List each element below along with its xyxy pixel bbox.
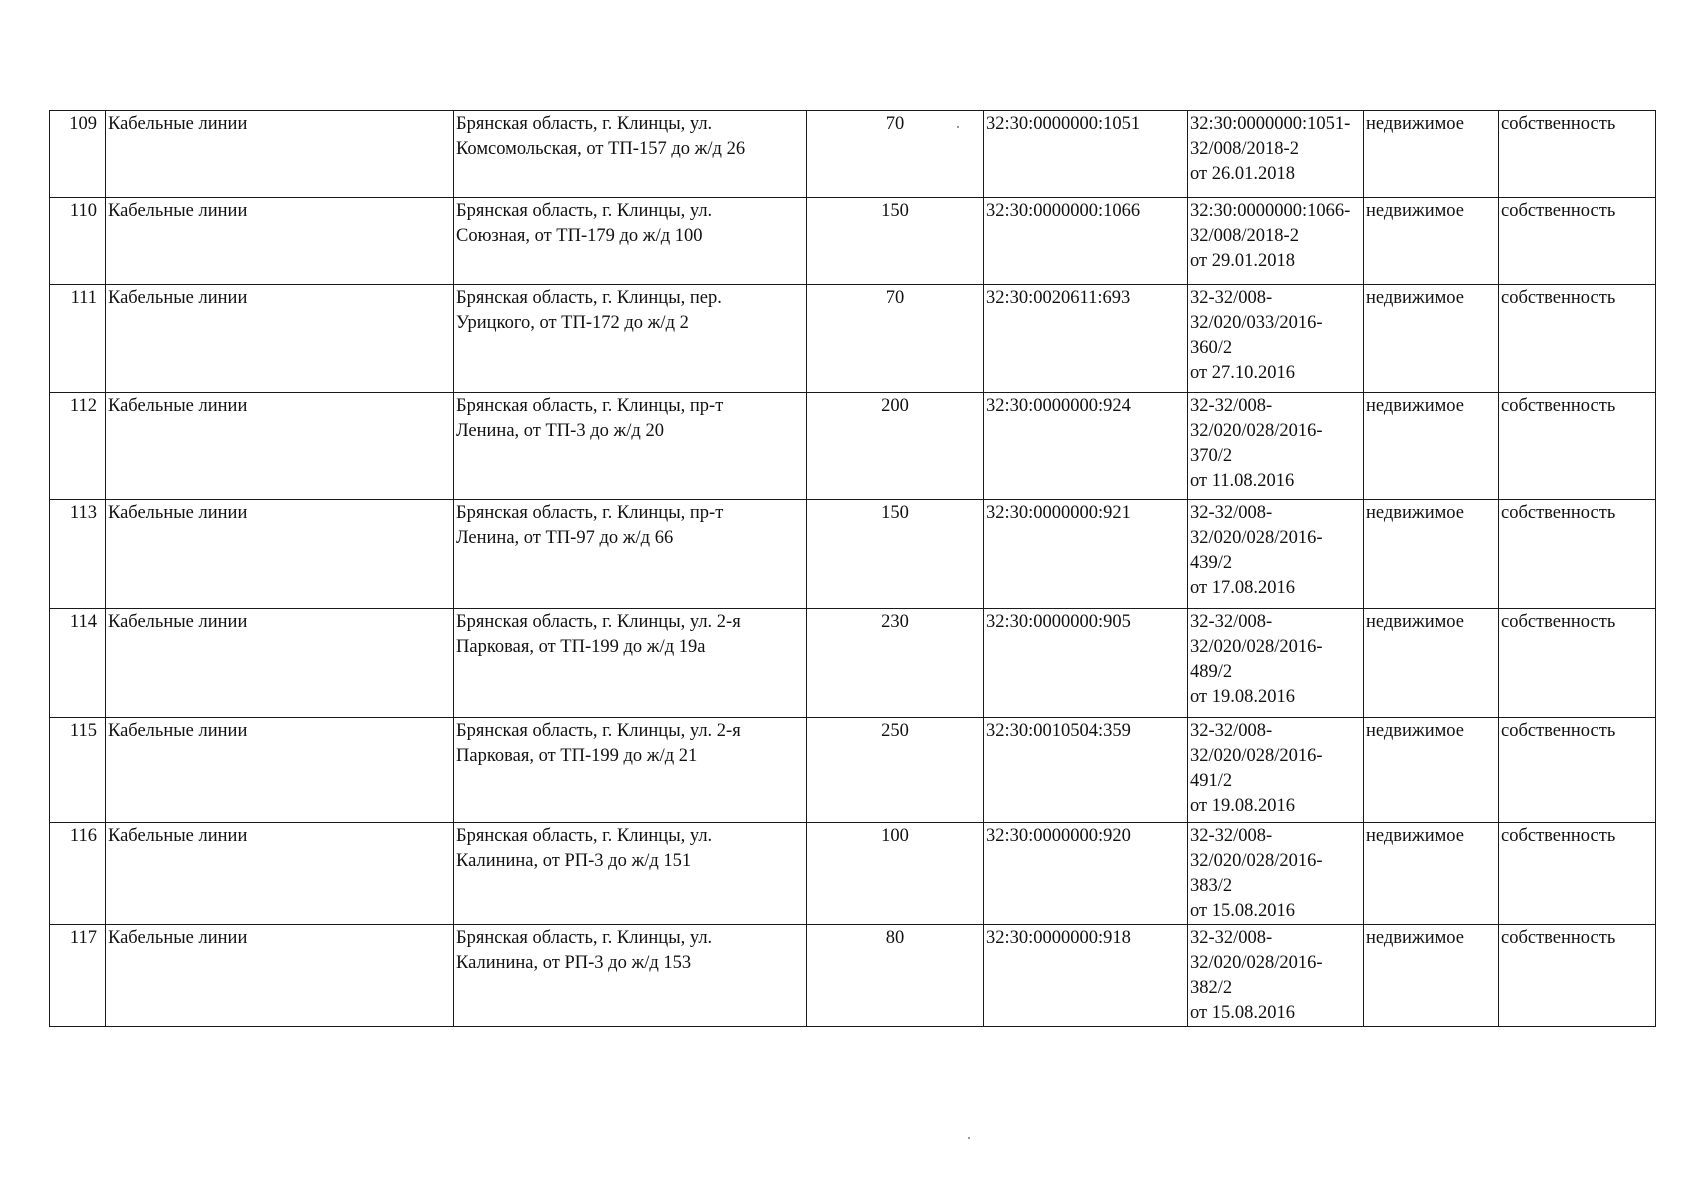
property-type-cell: недвижимое: [1364, 609, 1499, 718]
address-line: Ленина, от ТП-97 до ж/д 66: [456, 528, 674, 548]
property-type-cell: недвижимое: [1364, 285, 1499, 393]
registration-record-line: 32/020/028/2016-: [1190, 953, 1323, 973]
registration-record-line: 491/2: [1190, 771, 1233, 791]
ownership-right-cell: собственность: [1499, 393, 1656, 500]
table-row: [50, 285, 1656, 393]
address-line: Союзная, от ТП-179 до ж/д 100: [456, 226, 703, 246]
cadastral-number-cell: 32:30:0000000:924: [984, 393, 1188, 500]
registration-record-line: 360/2: [1190, 338, 1233, 358]
address-cell: [454, 500, 807, 609]
table-row: [50, 609, 1656, 718]
table-row: [50, 111, 1656, 198]
address-line: Брянская область, г. Клинцы, пр-т: [456, 396, 724, 416]
registration-record-cell: [1188, 393, 1364, 500]
length-cell: 70: [807, 111, 984, 198]
row-number-cell: 112: [50, 393, 106, 500]
cadastral-number-cell: 32:30:0000000:918: [984, 925, 1188, 1027]
address-cell: [454, 609, 807, 718]
address-line: Брянская область, г. Клинцы, ул. 2-я: [456, 721, 741, 741]
registration-record-line: от 26.01.2018: [1190, 164, 1295, 184]
registration-record-line: от 17.08.2016: [1190, 578, 1295, 598]
registration-record-line: 32/020/028/2016-: [1190, 421, 1323, 441]
cadastral-number-cell: 32:30:0000000:905: [984, 609, 1188, 718]
registration-record-line: 32-32/008-: [1190, 928, 1273, 948]
object-name-cell: Кабельные линии: [106, 925, 454, 1027]
registration-record-line: 370/2: [1190, 446, 1233, 466]
registration-record-line: 489/2: [1190, 662, 1233, 682]
registration-record-line: от 15.08.2016: [1190, 901, 1295, 921]
scan-speck: [957, 126, 959, 128]
address-line: Брянская область, г. Клинцы, пер.: [456, 288, 722, 308]
registration-record-line: 32/020/028/2016-: [1190, 637, 1323, 657]
registration-record-line: 32-32/008-: [1190, 503, 1273, 523]
ownership-right-cell: собственность: [1499, 925, 1656, 1027]
registration-record-cell: [1188, 285, 1364, 393]
cadastral-number-cell: 32:30:0000000:1051: [984, 111, 1188, 198]
object-name-cell: Кабельные линии: [106, 718, 454, 823]
address-line: Урицкого, от ТП-172 до ж/д 2: [456, 313, 689, 333]
registration-record-line: от 29.01.2018: [1190, 251, 1295, 271]
address-line: Брянская область, г. Клинцы, пр-т: [456, 503, 724, 523]
property-type-cell: недвижимое: [1364, 718, 1499, 823]
address-line: Брянская область, г. Клинцы, ул.: [456, 928, 713, 948]
length-cell: 100: [807, 823, 984, 925]
row-number-cell: 111: [50, 285, 106, 393]
registration-record-line: 32-32/008-: [1190, 396, 1273, 416]
registration-record-cell: [1188, 111, 1364, 198]
address-line: Брянская область, г. Клинцы, ул. 2-я: [456, 612, 741, 632]
registration-record-line: 32:30:0000000:1066-: [1190, 201, 1351, 221]
registration-record-line: от 11.08.2016: [1190, 471, 1295, 491]
cadastral-number-cell: 32:30:0010504:359: [984, 718, 1188, 823]
address-line: Брянская область, г. Клинцы, ул.: [456, 114, 713, 134]
property-type-cell: недвижимое: [1364, 111, 1499, 198]
address-line: Брянская область, г. Клинцы, ул.: [456, 826, 713, 846]
ownership-right-cell: собственность: [1499, 609, 1656, 718]
address-line: Парковая, от ТП-199 до ж/д 21: [456, 746, 698, 766]
scan-speck: [968, 1137, 970, 1139]
address-line: Ленина, от ТП-3 до ж/д 20: [456, 421, 664, 441]
address-line: Брянская область, г. Клинцы, ул.: [456, 201, 713, 221]
registration-record-line: 32/020/028/2016-: [1190, 851, 1323, 871]
cadastral-number-cell: 32:30:0000000:921: [984, 500, 1188, 609]
row-number-cell: 110: [50, 198, 106, 285]
registration-record-line: 32-32/008-: [1190, 721, 1273, 741]
address-cell: [454, 823, 807, 925]
registration-record-line: 383/2: [1190, 876, 1233, 896]
ownership-right-cell: собственность: [1499, 198, 1656, 285]
row-number-cell: 115: [50, 718, 106, 823]
property-type-cell: недвижимое: [1364, 500, 1499, 609]
address-cell: [454, 718, 807, 823]
length-cell: 250: [807, 718, 984, 823]
property-type-cell: недвижимое: [1364, 823, 1499, 925]
property-type-cell: недвижимое: [1364, 925, 1499, 1027]
property-type-cell: недвижимое: [1364, 198, 1499, 285]
registration-record-line: 32/020/033/2016-: [1190, 313, 1323, 333]
object-name-cell: Кабельные линии: [106, 393, 454, 500]
cadastral-number-cell: 32:30:0000000:920: [984, 823, 1188, 925]
table-row: [50, 198, 1656, 285]
ownership-right-cell: собственность: [1499, 718, 1656, 823]
registration-record-cell: [1188, 500, 1364, 609]
property-registry-table: [49, 110, 1656, 1027]
registration-record-line: 32/008/2018-2: [1190, 226, 1299, 246]
property-type-cell: недвижимое: [1364, 393, 1499, 500]
table-row: [50, 393, 1656, 500]
length-cell: 200: [807, 393, 984, 500]
address-cell: [454, 111, 807, 198]
table-row: [50, 718, 1656, 823]
object-name-cell: Кабельные линии: [106, 285, 454, 393]
object-name-cell: Кабельные линии: [106, 111, 454, 198]
length-cell: 150: [807, 198, 984, 285]
registry-body: [50, 111, 1656, 1027]
table-row: [50, 823, 1656, 925]
object-name-cell: Кабельные линии: [106, 500, 454, 609]
registration-record-cell: [1188, 925, 1364, 1027]
ownership-right-cell: собственность: [1499, 111, 1656, 198]
registration-record-line: 32:30:0000000:1051-: [1190, 114, 1351, 134]
address-line: Калинина, от РП-3 до ж/д 153: [456, 953, 692, 973]
registration-record-line: от 15.08.2016: [1190, 1003, 1295, 1023]
ownership-right-cell: собственность: [1499, 285, 1656, 393]
address-line: Парковая, от ТП-199 до ж/д 19а: [456, 637, 706, 657]
table-row: [50, 500, 1656, 609]
row-number-cell: 114: [50, 609, 106, 718]
registration-record-line: от 27.10.2016: [1190, 363, 1295, 383]
length-cell: 80: [807, 925, 984, 1027]
row-number-cell: 113: [50, 500, 106, 609]
registration-record-cell: [1188, 718, 1364, 823]
registration-record-cell: [1188, 198, 1364, 285]
registration-record-line: 32-32/008-: [1190, 288, 1273, 308]
registration-record-line: 382/2: [1190, 978, 1233, 998]
length-cell: 150: [807, 500, 984, 609]
cadastral-number-cell: 32:30:0000000:1066: [984, 198, 1188, 285]
ownership-right-cell: собственность: [1499, 500, 1656, 609]
row-number-cell: 109: [50, 111, 106, 198]
registration-record-line: 32/020/028/2016-: [1190, 528, 1323, 548]
table-row: [50, 925, 1656, 1027]
cadastral-number-cell: 32:30:0020611:693: [984, 285, 1188, 393]
registration-record-cell: [1188, 609, 1364, 718]
address-cell: [454, 198, 807, 285]
ownership-right-cell: собственность: [1499, 823, 1656, 925]
registration-record-line: от 19.08.2016: [1190, 796, 1295, 816]
registration-record-line: 439/2: [1190, 553, 1233, 573]
registration-record-cell: [1188, 823, 1364, 925]
address-line: Калинина, от РП-3 до ж/д 151: [456, 851, 692, 871]
address-cell: [454, 925, 807, 1027]
object-name-cell: Кабельные линии: [106, 609, 454, 718]
registration-record-line: 32/020/028/2016-: [1190, 746, 1323, 766]
length-cell: 230: [807, 609, 984, 718]
registration-record-line: от 19.08.2016: [1190, 687, 1295, 707]
registration-record-line: 32-32/008-: [1190, 826, 1273, 846]
object-name-cell: Кабельные линии: [106, 823, 454, 925]
row-number-cell: 116: [50, 823, 106, 925]
address-cell: [454, 285, 807, 393]
registration-record-line: 32/008/2018-2: [1190, 139, 1299, 159]
registration-record-line: 32-32/008-: [1190, 612, 1273, 632]
object-name-cell: Кабельные линии: [106, 198, 454, 285]
address-cell: [454, 393, 807, 500]
row-number-cell: 117: [50, 925, 106, 1027]
length-cell: 70: [807, 285, 984, 393]
address-line: Комсомольская, от ТП-157 до ж/д 26: [456, 139, 746, 159]
